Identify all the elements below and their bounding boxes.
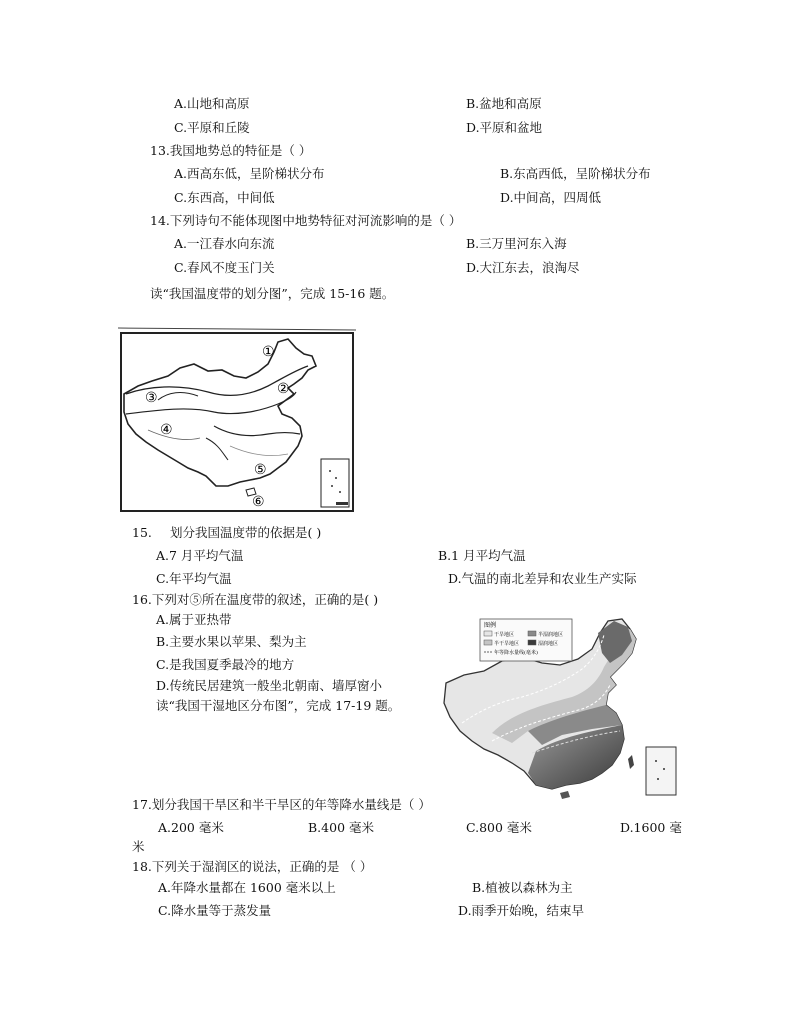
q13-option-a: A.西高东低，呈阶梯状分布 <box>174 166 325 181</box>
q15-option-b: B.1 月平均气温 <box>438 548 526 563</box>
zone-label-1: ① <box>262 344 275 360</box>
q16-option-d: D.传统民居建筑一般坐北朝南、墙厚窗小 <box>156 678 383 693</box>
temperature-zone-map <box>118 326 356 514</box>
read-instruction-1: 读“我国温度带的划分图”，完成 15-16 题。 <box>150 286 395 301</box>
q14-option-c: C.春风不度玉门关 <box>174 260 275 275</box>
q12-option-a: A.山地和高原 <box>174 96 250 111</box>
q14-option-d: D.大江东去，浪淘尽 <box>466 260 580 275</box>
q13-option-c: C.东西高，中间低 <box>174 190 275 205</box>
legend-humid: 湿润地区 <box>538 641 559 647</box>
q13-option-b: B.东高西低，呈阶梯状分布 <box>500 166 651 181</box>
q18-option-b: B.植被以森林为主 <box>472 880 573 895</box>
zone-label-4: ④ <box>160 422 173 438</box>
legend-title: 图例 <box>484 622 497 629</box>
q16-option-b: B.主要水果以苹果、梨为主 <box>156 634 307 649</box>
q18-option-d: D.雨季开始晚，结束早 <box>458 903 585 918</box>
q12-option-d: D.平原和盆地 <box>466 120 543 135</box>
dry-wet-region-map <box>432 613 682 801</box>
q15-option-d: D.气温的南北差异和农业生产实际 <box>448 571 637 586</box>
legend-semi-humid: 半湿润地区 <box>538 632 564 638</box>
q15-option-a: A.7 月平均气温 <box>156 548 244 563</box>
q13-stem: 13.我国地势总的特征是（ ） <box>150 143 312 158</box>
q15-number: 15. <box>132 525 152 540</box>
q14-option-b: B.三万里河东入海 <box>466 236 567 251</box>
q17-option-d-continued: 米 <box>132 839 145 854</box>
q17-option-a: A.200 毫米 <box>158 820 224 835</box>
q17-option-b: B.400 毫米 <box>308 820 374 835</box>
legend-semi-arid: 半干旱地区 <box>494 641 520 647</box>
q17-option-d: D.1600 毫 <box>620 820 682 835</box>
q17-stem: 17.划分我国干旱区和半干旱区的年等降水量线是（ ） <box>132 797 431 812</box>
q18-option-a: A.年降水量都在 1600 毫米以上 <box>158 880 336 895</box>
q15-option-c: C.年平均气温 <box>156 571 232 586</box>
zone-label-5: ⑤ <box>254 462 267 478</box>
zone-label-3: ③ <box>145 390 158 406</box>
legend-arid: 干旱地区 <box>494 632 515 638</box>
q16-option-a: A.属于亚热带 <box>156 612 232 627</box>
read-instruction-2: 读“我国干湿地区分布图”，完成 17-19 题。 <box>156 698 401 713</box>
q18-option-c: C.降水量等于蒸发量 <box>158 903 272 918</box>
q13-option-d: D.中间高，四周低 <box>500 190 602 205</box>
q14-stem: 14.下列诗句不能体现图中地势特征对河流影响的是（ ） <box>150 213 462 228</box>
q16-stem: 16.下列对⑤所在温度带的叙述，正确的是( ) <box>132 592 379 607</box>
zone-label-6: ⑥ <box>252 494 265 510</box>
q14-option-a: A.一江春水向东流 <box>174 236 275 251</box>
q15-stem: 划分我国温度带的依据是( ) <box>170 525 322 540</box>
q17-option-c: C.800 毫米 <box>466 820 532 835</box>
q12-option-b: B.盆地和高原 <box>466 96 542 111</box>
zone-label-2: ② <box>277 381 290 397</box>
q16-option-c: C.是我国夏季最冷的地方 <box>156 657 295 672</box>
q12-option-c: C.平原和丘陵 <box>174 120 250 135</box>
legend-isohyet: 年等降水量线(毫米) <box>494 650 538 656</box>
q18-stem: 18.下列关于湿润区的说法，正确的是 （ ） <box>132 859 373 874</box>
